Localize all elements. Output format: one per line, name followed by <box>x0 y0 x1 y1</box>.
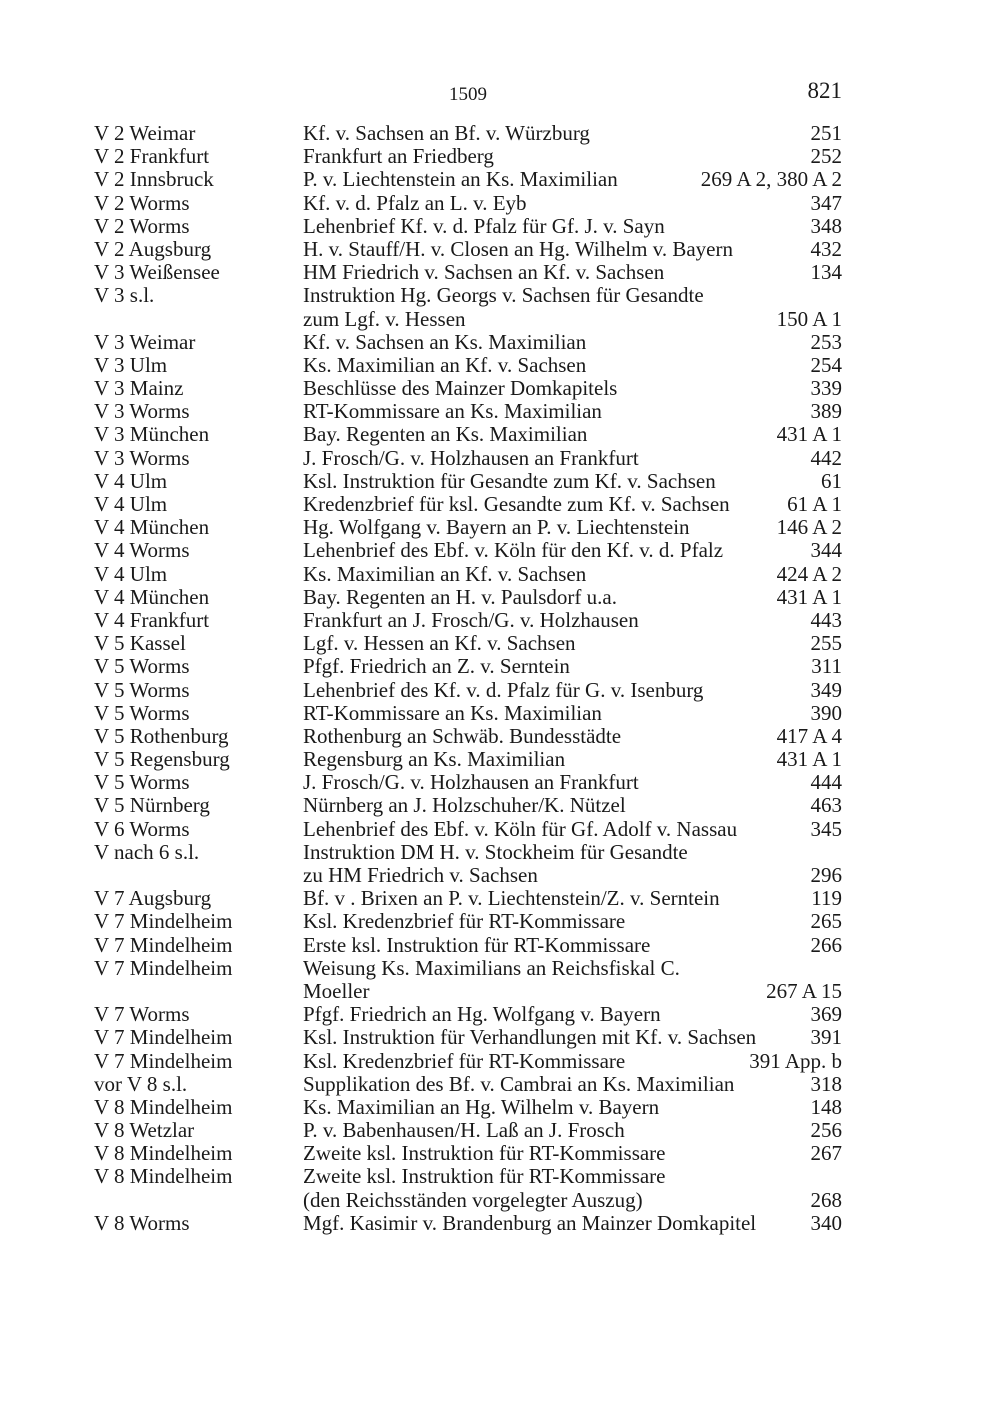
entry-reference: 417 A 4 <box>776 723 842 748</box>
entry-title-line <box>303 957 842 980</box>
entry-reference: 252 <box>810 144 842 169</box>
index-entry <box>94 145 842 168</box>
entry-reference: 150 A 1 <box>776 306 842 331</box>
entry-date: V 5 Worms <box>94 677 190 702</box>
entry-date: V 5 Regensburg <box>94 747 230 772</box>
entry-body <box>303 122 842 145</box>
entry-date: V 7 Augsburg <box>94 886 212 911</box>
index-entry <box>94 702 842 725</box>
index-entry <box>94 447 842 470</box>
index-entry <box>94 1212 842 1235</box>
entry-date: V 8 Worms <box>94 1210 190 1235</box>
entry-title: Regensburg an Ks. Maximilian <box>303 747 566 772</box>
index-entry <box>94 655 842 678</box>
entry-date: V 7 Mindelheim <box>94 932 233 957</box>
entry-date: V 7 Mindelheim <box>94 1025 233 1050</box>
entry-reference: 266 <box>810 932 842 957</box>
entry-title: Ksl. Kredenzbrief für RT-Kommissare <box>303 909 626 934</box>
entry-title: Moeller <box>303 978 370 1003</box>
entry-date: V 8 Mindelheim <box>94 1141 233 1166</box>
entry-body <box>303 748 842 771</box>
entry-title: Frankfurt an J. Frosch/G. v. Holzhausen <box>303 607 639 632</box>
entry-reference: 443 <box>810 607 842 632</box>
entry-body <box>303 1026 842 1049</box>
entry-reference: 391 <box>810 1025 842 1050</box>
index-entry <box>94 1026 842 1049</box>
entry-date: V 3 Weißensee <box>94 260 220 285</box>
entry-body <box>303 470 842 493</box>
entry-reference: 146 A 2 <box>776 515 842 540</box>
entry-date: V 3 Worms <box>94 445 190 470</box>
entry-title: J. Frosch/G. v. Holzhausen an Frankfurt <box>303 445 639 470</box>
entry-reference: 296 <box>810 863 842 887</box>
entry-reference: 463 <box>810 793 842 818</box>
entry-title-line <box>303 841 842 864</box>
entry-date: V 5 Worms <box>94 770 190 795</box>
entry-date: V 2 Worms <box>94 213 190 238</box>
entry-reference: 318 <box>810 1071 842 1096</box>
index-entry <box>94 934 842 957</box>
entry-body <box>303 1003 842 1026</box>
entry-body <box>303 679 842 702</box>
entry-title: J. Frosch/G. v. Holzhausen an Frankfurt <box>303 770 639 795</box>
entry-date: V 3 Mainz <box>94 376 184 401</box>
index-entry <box>94 679 842 702</box>
entry-title: Mgf. Kasimir v. Brandenburg an Mainzer Domkapitel <box>303 1210 757 1235</box>
entry-title: zum Lgf. v. Hessen <box>303 306 466 331</box>
entry-reference: 255 <box>810 631 842 656</box>
entry-body <box>303 168 842 191</box>
index-entry <box>94 1165 842 1211</box>
index-entry <box>94 377 842 400</box>
index-entry <box>94 470 842 493</box>
entry-reference: 444 <box>810 770 842 795</box>
entry-title: Ks. Maximilian an Kf. v. Sachsen <box>303 352 587 377</box>
entry-body <box>303 910 842 933</box>
entry-body <box>303 934 842 957</box>
entry-reference: 348 <box>810 213 842 238</box>
entry-body <box>303 1165 842 1211</box>
entry-date: V 5 Worms <box>94 700 190 725</box>
entry-body <box>303 331 842 354</box>
index-entry <box>94 1142 842 1165</box>
index-entry <box>94 887 842 910</box>
entry-title: Bf. v . Brixen an P. v. Liechtenstein/Z. v. Serntein <box>303 886 720 911</box>
entry-date: V 2 Innsbruck <box>94 167 214 192</box>
entry-title: (den Reichsständen vorgelegter Auszug) <box>303 1187 643 1212</box>
chronological-index <box>94 122 842 1235</box>
entry-reference: 61 A 1 <box>787 492 842 516</box>
entry-title: Ks. Maximilian an Hg. Wilhelm v. Bayern <box>303 1094 660 1119</box>
entry-title-line <box>303 980 842 1003</box>
entry-date: V 3 München <box>94 422 210 447</box>
entry-title: Kf. v. d. Pfalz an L. v. Eyb <box>303 190 527 215</box>
entry-reference: 267 <box>810 1141 842 1166</box>
entry-body <box>303 725 842 748</box>
entry-reference: 119 <box>811 886 842 911</box>
entry-date: V 6 Worms <box>94 816 190 841</box>
entry-reference: 344 <box>810 538 842 563</box>
index-entry <box>94 1096 842 1119</box>
entry-title-line <box>303 864 842 887</box>
entry-body <box>303 702 842 725</box>
entry-body <box>303 1096 842 1119</box>
entry-title: Erste ksl. Instruktion für RT-Kommissare <box>303 932 651 957</box>
entry-body <box>303 400 842 423</box>
entry-date: V 7 Mindelheim <box>94 909 233 934</box>
entry-body <box>303 516 842 539</box>
entry-reference: 347 <box>810 190 842 215</box>
entry-title: P. v. Liechtenstein an Ks. Maximilian <box>303 167 618 192</box>
entry-reference: 253 <box>810 329 842 354</box>
index-entry <box>94 841 842 887</box>
entry-reference: 268 <box>810 1187 842 1212</box>
entry-title: Zweite ksl. Instruktion für RT-Kommissare <box>303 1164 666 1189</box>
entry-reference: 254 <box>810 352 842 377</box>
entry-body <box>303 493 842 516</box>
entry-reference: 256 <box>810 1118 842 1143</box>
index-entry <box>94 563 842 586</box>
index-entry <box>94 1003 842 1026</box>
entry-title: RT-Kommissare an Ks. Maximilian <box>303 399 602 424</box>
entry-body <box>303 1142 842 1165</box>
entry-title: Lehenbrief des Ebf. v. Köln für Gf. Adolf v. Nassau <box>303 816 738 841</box>
entry-title: Lehenbrief des Ebf. v. Köln für den Kf. v. d. Pfalz <box>303 538 724 563</box>
entry-date: V 7 Mindelheim <box>94 1048 233 1073</box>
page-number: 821 <box>807 78 842 103</box>
index-entry <box>94 215 842 238</box>
entry-title: Instruktion Hg. Georgs v. Sachsen für Gesandte <box>303 283 704 308</box>
entry-body <box>303 423 842 446</box>
entry-title: Pfgf. Friedrich an Z. v. Serntein <box>303 654 570 679</box>
index-entry <box>94 771 842 794</box>
index-entry <box>94 400 842 423</box>
index-entry <box>94 516 842 539</box>
entry-reference: 349 <box>810 677 842 702</box>
entry-reference: 442 <box>810 445 842 470</box>
index-entry <box>94 168 842 191</box>
entry-body <box>303 354 842 377</box>
entry-title: Bay. Regenten an Ks. Maximilian <box>303 422 588 447</box>
entry-date: V 8 Wetzlar <box>94 1118 195 1143</box>
entry-date: V 5 Nürnberg <box>94 793 210 818</box>
entry-title: Ksl. Kredenzbrief für RT-Kommissare <box>303 1048 626 1073</box>
entry-reference: 431 A 1 <box>776 747 842 772</box>
entry-reference: 431 A 1 <box>776 422 842 447</box>
entry-reference: 339 <box>810 376 842 401</box>
index-entry <box>94 261 842 284</box>
entry-date: V 3 Worms <box>94 399 190 424</box>
index-entry <box>94 794 842 817</box>
entry-date: V 4 München <box>94 515 210 540</box>
entry-body <box>303 632 842 655</box>
entry-reference: 424 A 2 <box>776 561 842 586</box>
entry-title: Bay. Regenten an H. v. Paulsdorf u.a. <box>303 584 617 609</box>
entry-title: Instruktion DM H. v. Stockheim für Gesandte <box>303 839 688 864</box>
entry-date: V 4 Ulm <box>94 561 168 586</box>
index-entry <box>94 539 842 562</box>
index-entry <box>94 957 842 1003</box>
entry-date: V 2 Frankfurt <box>94 144 210 169</box>
entry-date: V 5 Kassel <box>94 631 186 656</box>
entry-title: Weisung Ks. Maximilians an Reichsfiskal C. <box>303 955 680 980</box>
entry-date: V 2 Weimar <box>94 121 196 145</box>
index-entry <box>94 238 842 261</box>
entry-date: V 2 Worms <box>94 190 190 215</box>
entry-title-line <box>303 1165 842 1188</box>
entry-body <box>303 284 842 330</box>
entry-title-line <box>303 1189 842 1212</box>
entry-body <box>303 1073 842 1096</box>
entry-reference: 389 <box>810 399 842 424</box>
entry-body <box>303 145 842 168</box>
entry-reference: 369 <box>810 1002 842 1027</box>
entry-body <box>303 818 842 841</box>
entry-title: Lehenbrief des Kf. v. d. Pfalz für G. v. Isenburg <box>303 677 704 702</box>
entry-title: Ksl. Instruktion für Verhandlungen mit Kf. v. Sachsen <box>303 1025 757 1050</box>
entry-date: V 8 Mindelheim <box>94 1094 233 1119</box>
entry-reference: 431 A 1 <box>776 584 842 609</box>
entry-title: RT-Kommissare an Ks. Maximilian <box>303 700 602 725</box>
entry-title: Lehenbrief Kf. v. d. Pfalz für Gf. J. v. Sayn <box>303 213 665 238</box>
entry-body <box>303 192 842 215</box>
entry-date: V 4 München <box>94 584 210 609</box>
index-entry <box>94 1073 842 1096</box>
entry-body <box>303 609 842 632</box>
index-entry <box>94 748 842 771</box>
entry-title: zu HM Friedrich v. Sachsen <box>303 863 538 887</box>
entry-reference: 340 <box>810 1210 842 1235</box>
entry-body <box>303 1212 842 1235</box>
entry-title: Frankfurt an Friedberg <box>303 144 494 169</box>
entry-reference: 311 <box>811 654 842 679</box>
entry-reference: 390 <box>810 700 842 725</box>
entry-body <box>303 238 842 261</box>
entry-body <box>303 563 842 586</box>
entry-title: HM Friedrich v. Sachsen an Kf. v. Sachsen <box>303 260 665 285</box>
entry-body <box>303 771 842 794</box>
index-entry <box>94 354 842 377</box>
entry-date: V nach 6 s.l. <box>94 839 200 864</box>
entry-title: Pfgf. Friedrich an Hg. Wolfgang v. Bayern <box>303 1002 661 1027</box>
entry-body <box>303 1119 842 1142</box>
entry-reference: 432 <box>810 236 842 261</box>
index-entry <box>94 586 842 609</box>
entry-date: V 5 Rothenburg <box>94 723 229 748</box>
entry-title: Beschlüsse des Mainzer Domkapitels <box>303 376 618 401</box>
index-entry <box>94 192 842 215</box>
entry-date: V 4 Frankfurt <box>94 607 210 632</box>
index-entry <box>94 423 842 446</box>
entry-date: vor V 8 s.l. <box>94 1071 188 1096</box>
index-entry <box>94 1050 842 1073</box>
entry-title: Ksl. Instruktion für Gesandte zum Kf. v. Sachsen <box>303 468 716 493</box>
entry-title: Supplikation des Bf. v. Cambrai an Ks. Maximilian <box>303 1071 735 1096</box>
running-header-year: 1509 <box>449 84 487 105</box>
entry-body <box>303 261 842 284</box>
entry-title: Lgf. v. Hessen an Kf. v. Sachsen <box>303 631 576 656</box>
index-entry <box>94 725 842 748</box>
entry-date: V 3 s.l. <box>94 283 155 308</box>
index-entry <box>94 609 842 632</box>
entry-title-line <box>303 284 842 307</box>
entry-reference: 251 <box>810 121 842 145</box>
entry-body <box>303 887 842 910</box>
entry-body <box>303 377 842 400</box>
index-entry <box>94 1119 842 1142</box>
index-entry <box>94 284 842 330</box>
entry-reference: 269 A 2, 380 A 2 <box>700 167 842 192</box>
entry-body <box>303 1050 842 1073</box>
entry-reference: 391 App. b <box>749 1048 842 1073</box>
entry-date: V 2 Augsburg <box>94 236 212 261</box>
entry-date: V 5 Worms <box>94 654 190 679</box>
entry-reference: 265 <box>810 909 842 934</box>
entry-title: Rothenburg an Schwäb. Bundesstädte <box>303 723 622 748</box>
entry-date: V 4 Ulm <box>94 468 168 493</box>
entry-reference: 345 <box>810 816 842 841</box>
entry-title: Zweite ksl. Instruktion für RT-Kommissare <box>303 1141 666 1166</box>
entry-body <box>303 215 842 238</box>
entry-title-line <box>303 308 842 331</box>
index-entry <box>94 331 842 354</box>
entry-body <box>303 586 842 609</box>
entry-body <box>303 447 842 470</box>
entry-date: V 7 Worms <box>94 1002 190 1027</box>
entry-body <box>303 655 842 678</box>
running-header <box>94 78 842 110</box>
entry-reference: 148 <box>810 1094 842 1119</box>
entry-date: V 8 Mindelheim <box>94 1164 233 1189</box>
index-entry <box>94 632 842 655</box>
entry-body <box>303 841 842 887</box>
index-entry <box>94 818 842 841</box>
entry-date: V 4 Worms <box>94 538 190 563</box>
index-entry <box>94 122 842 145</box>
entry-date: V 4 Ulm <box>94 492 168 516</box>
entry-date: V 3 Ulm <box>94 352 168 377</box>
entry-body <box>303 539 842 562</box>
index-entry <box>94 910 842 933</box>
entry-title: Hg. Wolfgang v. Bayern an P. v. Liechtenstein <box>303 515 690 540</box>
entry-date: V 7 Mindelheim <box>94 955 233 980</box>
index-entry <box>94 493 842 516</box>
entry-title: Nürnberg an J. Holzschuher/K. Nützel <box>303 793 626 818</box>
entry-body <box>303 957 842 1003</box>
entry-reference: 134 <box>810 260 842 285</box>
entry-date: V 3 Weimar <box>94 329 196 354</box>
entry-title: Kf. v. Sachsen an Bf. v. Würzburg <box>303 121 590 145</box>
entry-title: Ks. Maximilian an Kf. v. Sachsen <box>303 561 587 586</box>
entry-title: Kf. v. Sachsen an Ks. Maximilian <box>303 329 587 354</box>
entry-reference: 61 <box>821 468 842 493</box>
entry-title: Kredenzbrief für ksl. Gesandte zum Kf. v. Sachsen <box>303 492 730 516</box>
entry-title: H. v. Stauff/H. v. Closen an Hg. Wilhelm v. Bayern <box>303 236 733 261</box>
entry-title: P. v. Babenhausen/H. Laß an J. Frosch <box>303 1118 625 1143</box>
entry-body <box>303 794 842 817</box>
entry-reference: 267 A 15 <box>766 978 842 1003</box>
